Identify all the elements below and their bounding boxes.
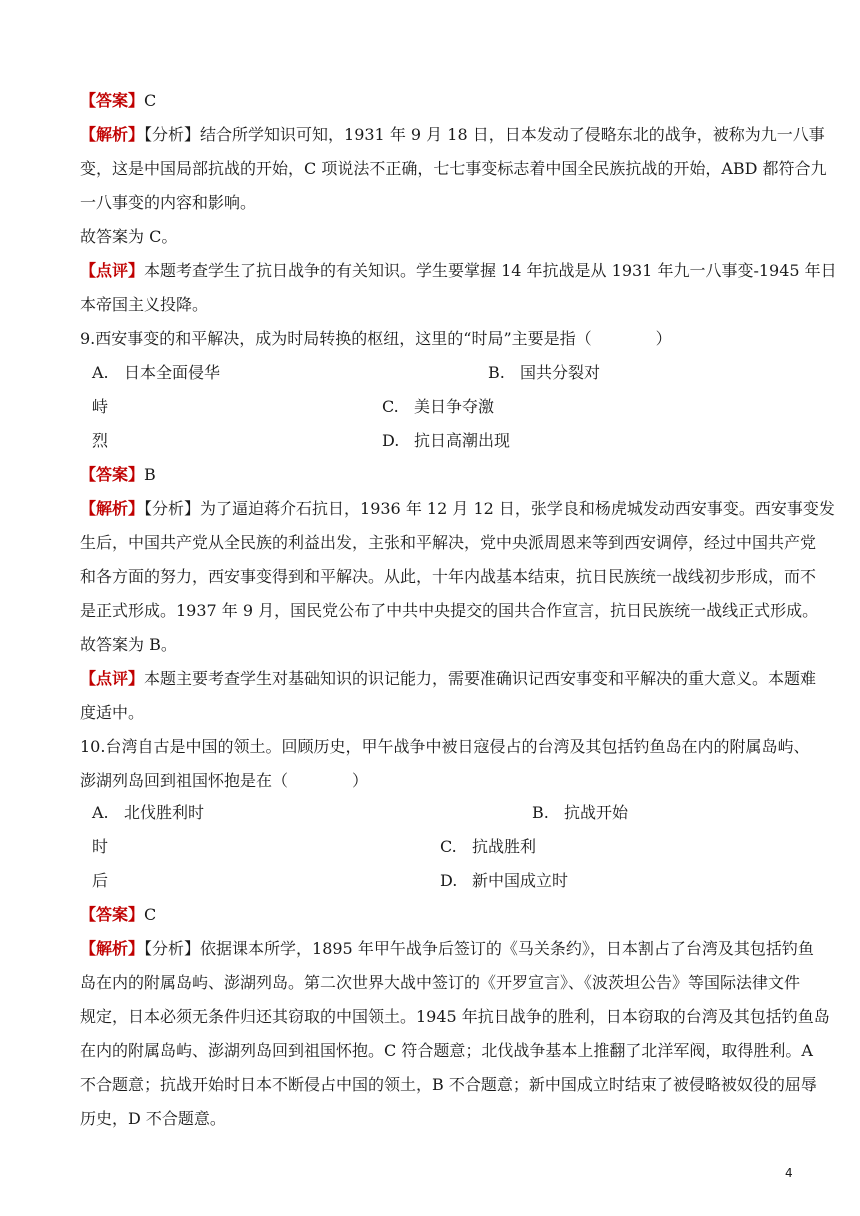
q9-answer: B xyxy=(144,465,156,484)
q9-option-a xyxy=(92,362,220,384)
option-text: 抗战胜利 xyxy=(472,837,537,856)
q8-comment-line-1 xyxy=(80,260,837,282)
q10-analysis-line-1 xyxy=(80,938,814,960)
q9-option-c-wrap: 烈 xyxy=(92,431,109,450)
q10-analysis-line-6: 历史，D 不合题意。 xyxy=(80,1109,226,1128)
analysis-tag: 【解析】 xyxy=(80,939,145,958)
q8-answer-line xyxy=(80,90,156,112)
q9-option-b-wrap: 峙 xyxy=(92,397,109,416)
q8-answer: C xyxy=(144,91,157,110)
comment-tag: 【点评】 xyxy=(80,261,145,280)
q9-option-c xyxy=(382,396,494,418)
q10-answer: C xyxy=(144,905,157,924)
option-letter: D. xyxy=(382,431,400,450)
analysis-tag: 【解析】 xyxy=(80,499,145,518)
q10-analysis-line-3: 规定，日本必须无条件归还其窃取的中国领土。1945 年抗日战争的胜利，日本窃取的台湾及其包括钓鱼岛 xyxy=(80,1007,830,1026)
q10-option-a xyxy=(92,802,204,824)
option-text: 抗日高潮出现 xyxy=(414,431,511,450)
q9-comment-line-1 xyxy=(80,668,816,690)
option-letter: C. xyxy=(382,397,399,416)
q10-option-b-wrap: 时 xyxy=(92,837,109,856)
q10-option-c xyxy=(440,836,536,858)
q9-option-b xyxy=(488,362,600,384)
q10-option-b xyxy=(532,802,628,824)
answer-tag: 【答案】 xyxy=(80,905,145,924)
option-letter: B. xyxy=(532,803,549,822)
q10-analysis-line-5: 不合题意；抗战开始时日本不断侵占中国的领土，B 不合题意；新中国成立时结束了被侵略被奴役的屈辱 xyxy=(80,1075,817,1094)
q9-answer-line xyxy=(80,464,156,486)
option-letter: A. xyxy=(92,363,109,382)
q8-comment-line-2: 本帝国主义投降。 xyxy=(80,295,209,314)
option-text: 抗战开始 xyxy=(564,803,629,822)
q8-analysis-line-3: 一八事变的内容和影响。 xyxy=(80,193,257,212)
q9-analysis-text: 【分析】为了逼迫蒋介石抗日，1936 年 12 月 12 日，张学良和杨虎城发动西安事变。西安事变发 xyxy=(144,499,835,518)
q8-analysis-line-1 xyxy=(80,124,825,146)
option-text: 日本全面侵华 xyxy=(124,363,221,382)
q9-analysis-line-4: 是正式形成。1937 年 9 月，国民党公布了中共中央提交的国共合作宣言，抗日民族统一战线正式形成。 xyxy=(80,601,819,620)
q8-analysis-line-2: 变，这是中国局部抗战的开始，C 项说法不正确，七七事变标志着中国全民族抗战的开始，ABD 都符合九 xyxy=(80,159,827,178)
q9-comment-text: 本题主要考查学生对基础知识的识记能力，需要准确识记西安事变和平解决的重大意义。本题难 xyxy=(144,669,817,688)
q10-question-line-1: 10.台湾自古是中国的领土。回顾历史，甲午战争中被日寇侵占的台湾及其包括钓鱼岛在内的附属岛屿、 xyxy=(80,737,810,756)
q10-analysis-line-4: 在内的附属岛屿、澎湖列岛回到祖国怀抱。C 符合题意；北伐战争基本上推翻了北洋军阀，取得胜利。A xyxy=(80,1041,813,1060)
option-letter: A. xyxy=(92,803,109,822)
comment-tag: 【点评】 xyxy=(80,669,145,688)
q10-option-c-wrap: 后 xyxy=(92,871,109,890)
q10-option-d xyxy=(440,870,568,892)
q9-comment-line-2: 度适中。 xyxy=(80,703,145,722)
option-text: 国共分裂对 xyxy=(520,363,601,382)
answer-tag: 【答案】 xyxy=(80,91,145,110)
answer-tag: 【答案】 xyxy=(80,465,145,484)
q9-question: 9.西安事变的和平解决，成为时局转换的枢纽，这里的“时局”主要是指（ ） xyxy=(80,329,672,348)
option-letter: D. xyxy=(440,871,458,890)
q9-option-d xyxy=(382,430,510,452)
q9-analysis-line-1 xyxy=(80,498,835,520)
q10-answer-line xyxy=(80,904,156,926)
option-text: 美日争夺激 xyxy=(414,397,495,416)
q8-conclusion: 故答案为 C。 xyxy=(80,227,178,246)
q9-analysis-line-2: 生后，中国共产党从全民族的利益出发，主张和平解决，党中央派周恩来等到西安调停，经过中国共产党 xyxy=(80,533,817,552)
q10-analysis-line-2: 岛在内的附属岛屿、澎湖列岛。第二次世界大战中签订的《开罗宣言》、《波茨坦公告》等国际法律文件 xyxy=(80,973,801,992)
q8-comment-text: 本题考查学生了抗日战争的有关知识。学生要掌握 14 年抗战是从 1931 年九一八事变-1945 年日 xyxy=(144,261,837,280)
option-text: 北伐胜利时 xyxy=(124,803,205,822)
q9-conclusion: 故答案为 B。 xyxy=(80,635,177,654)
option-letter: C. xyxy=(440,837,457,856)
analysis-tag: 【解析】 xyxy=(80,125,145,144)
q10-analysis-text: 【分析】依据课本所学，1895 年甲午战争后签订的《马关条约》，日本割占了台湾及其包括钓鱼 xyxy=(144,939,814,958)
q9-analysis-line-3: 和各方面的努力，西安事变得到和平解决。从此，十年内战基本结束，抗日民族统一战线初步形成，而不 xyxy=(80,567,817,586)
q10-question-line-2: 澎湖列岛回到祖国怀抱是在（ ） xyxy=(80,771,369,790)
page-number: 4 xyxy=(785,1166,793,1180)
option-text: 新中国成立时 xyxy=(472,871,569,890)
q8-analysis-text: 【分析】结合所学知识可知，1931 年 9 月 18 日，日本发动了侵略东北的战争，被称为九一八事 xyxy=(144,125,825,144)
option-letter: B. xyxy=(488,363,505,382)
